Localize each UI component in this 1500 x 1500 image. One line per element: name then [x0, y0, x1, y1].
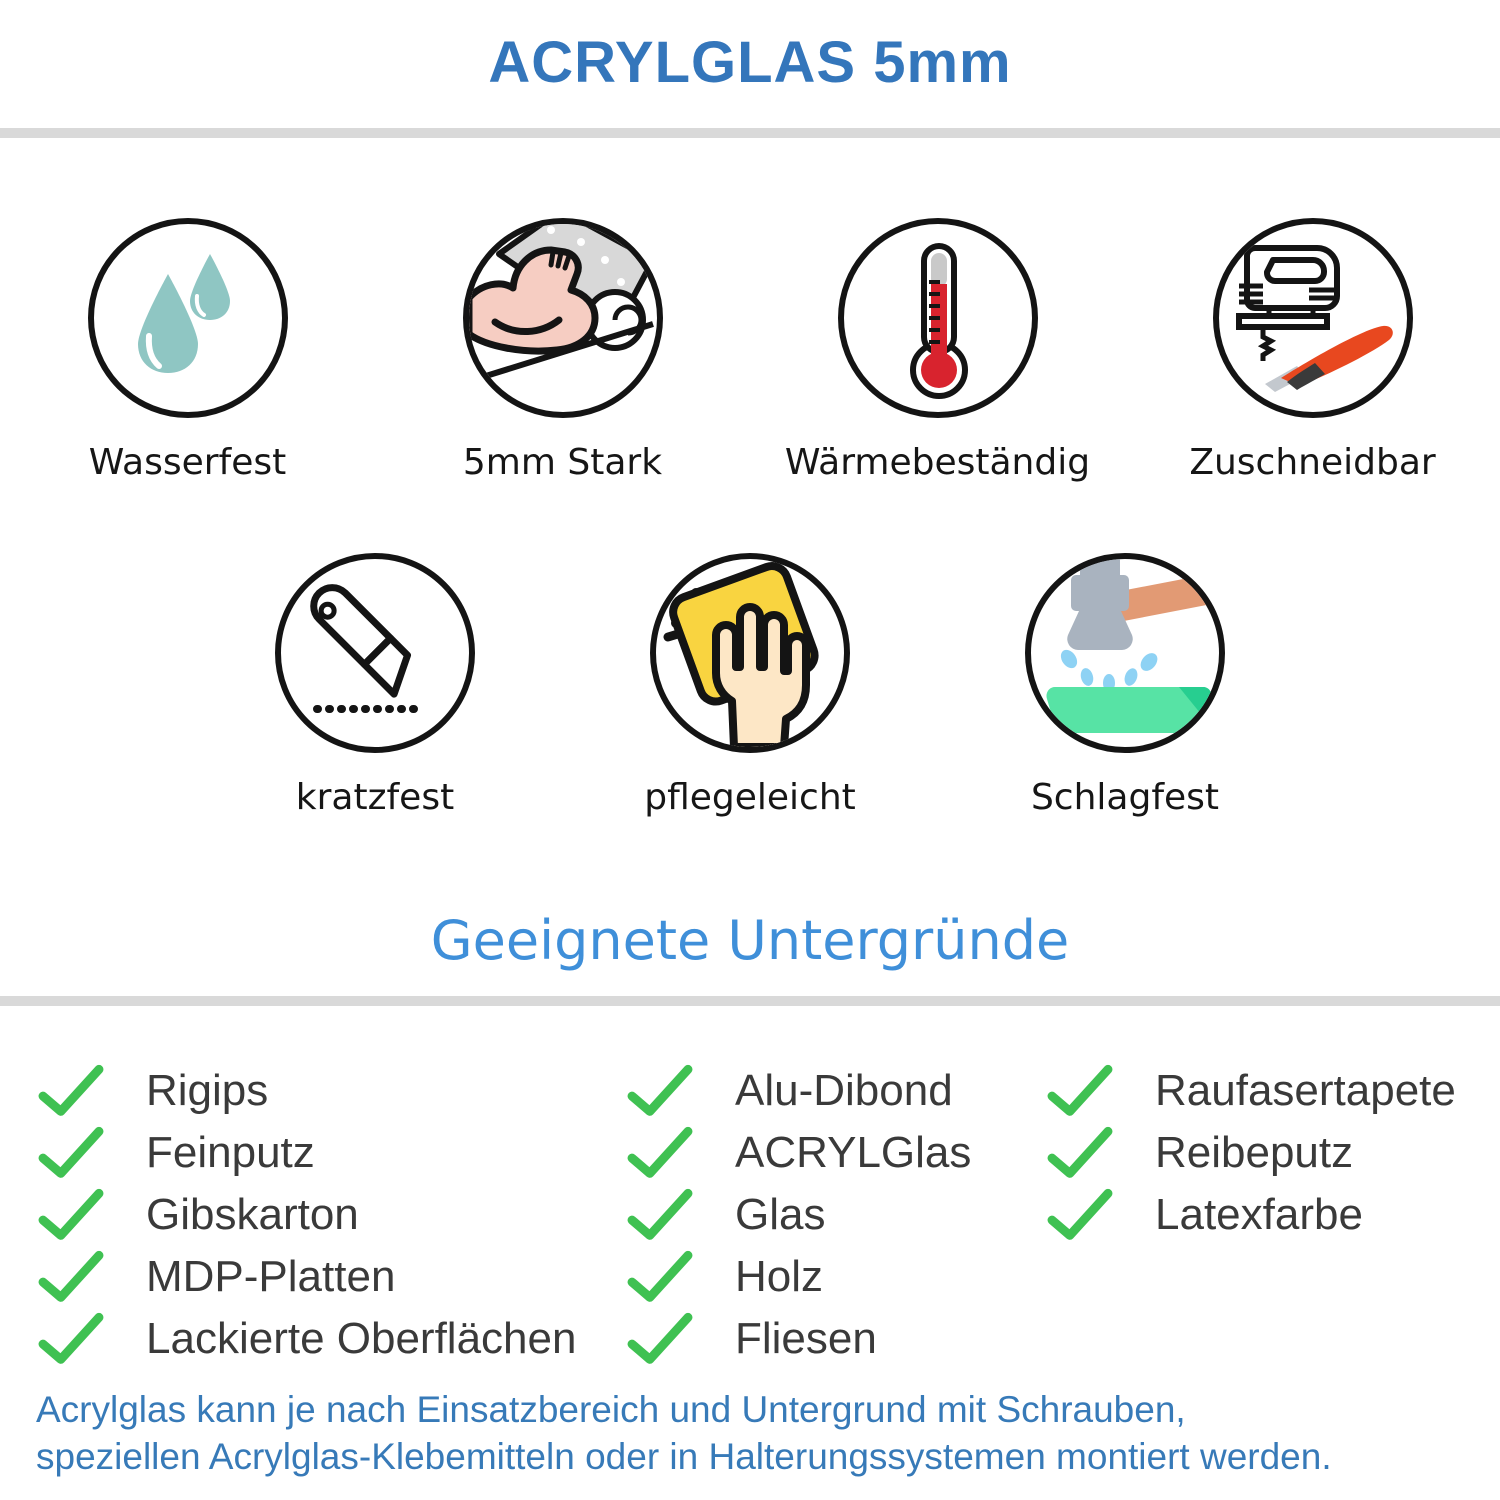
list-item-label: Glas — [735, 1190, 826, 1239]
checkmark-icon — [1045, 1125, 1115, 1181]
checkmark-icon — [625, 1063, 695, 1119]
checkmark-icon — [1045, 1063, 1115, 1119]
hammer-icon — [1031, 559, 1219, 747]
list-item-label: Gibskarton — [146, 1190, 359, 1239]
list-item — [625, 1060, 1045, 1122]
feature-thickness — [375, 218, 750, 483]
features-row-2 — [0, 553, 1500, 818]
checklist-column-1 — [36, 1060, 625, 1370]
list-item-label: Latexfarbe — [1155, 1190, 1363, 1239]
list-item — [625, 1308, 1045, 1370]
divider-bar-mid — [0, 996, 1500, 1006]
checkmark-icon — [36, 1249, 106, 1305]
feature-label: Schlagfest — [1030, 777, 1220, 818]
list-item — [36, 1184, 625, 1246]
utility-knife-icon — [281, 559, 469, 747]
feature-label: kratzfest — [295, 777, 455, 818]
list-item-label: ACRYLGlas — [735, 1128, 972, 1177]
feature-cuttable — [1125, 218, 1500, 483]
feature-label: Wärmebeständig — [784, 442, 1091, 483]
list-item — [625, 1246, 1045, 1308]
list-item-label: Lackierte Oberflächen — [146, 1314, 577, 1363]
divider-bar-top — [0, 128, 1500, 138]
checkmark-icon — [1045, 1187, 1115, 1243]
checkmark-icon — [625, 1311, 695, 1367]
muscle-arm-icon — [469, 224, 657, 412]
list-item-label: Holz — [735, 1252, 824, 1301]
jigsaw-icon — [1219, 224, 1407, 412]
list-item — [36, 1060, 625, 1122]
list-item-label: Alu-Dibond — [735, 1066, 953, 1115]
list-item-label: Reibeputz — [1155, 1128, 1354, 1177]
feature-label: Zuschneidbar — [1189, 442, 1436, 483]
water-drops-icon — [94, 224, 282, 412]
checkmark-icon — [625, 1125, 695, 1181]
mounting-note-line-1: Acrylglas kann je nach Einsatzbereich und Untergrund mit Schrauben, — [36, 1389, 1186, 1430]
checkmark-icon — [625, 1249, 695, 1305]
list-item-label: Raufasertapete — [1155, 1066, 1456, 1115]
list-item — [36, 1308, 625, 1370]
list-item-label: Feinputz — [146, 1128, 315, 1177]
list-item — [36, 1122, 625, 1184]
page-title: ACRYLGLAS 5mm — [488, 30, 1012, 95]
feature-label: pflegeleicht — [644, 777, 856, 818]
checkmark-icon — [36, 1125, 106, 1181]
cleaning-hand-icon — [656, 559, 844, 747]
feature-label: Wasserfest — [88, 442, 287, 483]
checklist-column-3 — [1045, 1060, 1500, 1370]
list-item — [625, 1184, 1045, 1246]
checkmark-icon — [36, 1311, 106, 1367]
mounting-note-line-2: speziellen Acrylglas-Klebemitteln oder in Halterungssystemen montiert werden. — [36, 1436, 1332, 1477]
list-item-label: Rigips — [146, 1066, 269, 1115]
feature-impact-proof — [938, 553, 1313, 818]
list-item-label: Fliesen — [735, 1314, 877, 1363]
list-item-label: MDP-Platten — [146, 1252, 396, 1301]
feature-label: 5mm Stark — [462, 442, 663, 483]
thermometer-icon — [844, 224, 1032, 412]
list-item — [1045, 1060, 1500, 1122]
list-item — [36, 1246, 625, 1308]
section-heading-untergruende: Geeignete Untergründe — [430, 909, 1070, 972]
checklist-column-2 — [625, 1060, 1045, 1370]
features-row-1 — [0, 218, 1500, 483]
list-item — [1045, 1122, 1500, 1184]
feature-easy-care — [563, 553, 938, 818]
mounting-note — [0, 1386, 1500, 1480]
feature-scratch-proof — [188, 553, 563, 818]
surfaces-checklist — [0, 1060, 1500, 1370]
list-item — [1045, 1184, 1500, 1246]
list-item — [625, 1122, 1045, 1184]
checkmark-icon — [36, 1063, 106, 1119]
feature-heat-resistant — [750, 218, 1125, 483]
checkmark-icon — [625, 1187, 695, 1243]
feature-waterproof — [0, 218, 375, 483]
checkmark-icon — [36, 1187, 106, 1243]
